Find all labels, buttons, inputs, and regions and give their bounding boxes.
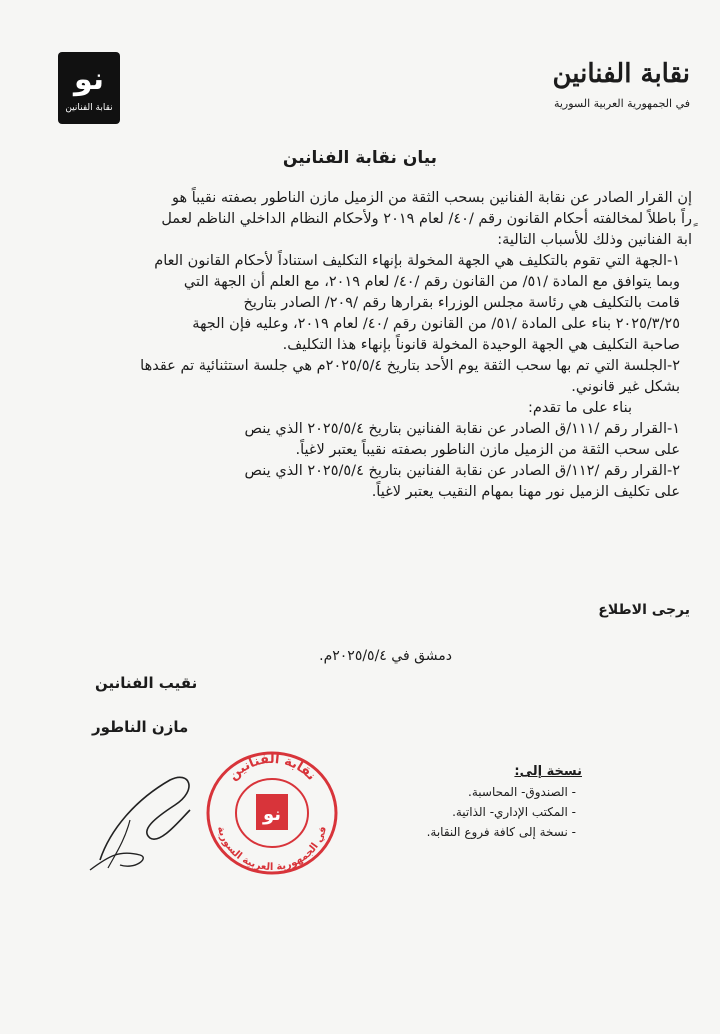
copies-heading: نسخة إلى: bbox=[514, 764, 582, 779]
reason-line: قامت بالتكليف هي رئاسة مجلس الوزراء بقرارها رقم /٢٠٩/ الصادر بتاريخ bbox=[243, 295, 680, 311]
statement-body bbox=[24, 188, 692, 503]
copies-list bbox=[362, 762, 582, 842]
reason-line: ١-الجهة التي تقوم بالتكليف هي الجهة المخولة بإنهاء التكليف استناداً لأحكام القانون العام bbox=[154, 253, 680, 269]
svg-text:في الجمهورية العربية السورية bbox=[215, 825, 329, 873]
brand-name: نقابة الفنانين bbox=[552, 59, 690, 89]
logo-caption: نقابة الفنانين bbox=[65, 103, 113, 113]
syndicate-logo bbox=[58, 52, 120, 124]
intro-line: ٍراً باطلاً لمخالفته أحكام القانون رقم /٤٠/ لعام ٢٠١٩ ولأحكام النظام الداخلي الناظم لعمل bbox=[161, 211, 692, 227]
intro-line: إن القرار الصادر عن نقابة الفنانين بسحب الثقة من الزميل مازن الناطور بصفته نقيباً هو bbox=[172, 190, 692, 206]
brand-subtitle: في الجمهورية العربية السورية bbox=[553, 97, 690, 110]
notice-text: يرجى الاطلاع bbox=[598, 602, 690, 618]
stamp-text-top: نقابة الفنانين bbox=[225, 751, 319, 784]
official-stamp bbox=[203, 748, 341, 878]
issue-date: دمشق في ٢٠٢٥/٥/٤م. bbox=[319, 648, 452, 664]
reason-line: صاحبة التكليف هي الجهة الوحيدة المخولة قانوناً بإنهاء هذا التكليف. bbox=[282, 337, 680, 353]
reason-line: ٢٠٢٥/٣/٢٥ بناء على المادة /٥١/ من القانون رقم /٤٠/ لعام ٢٠١٩، وعليه فإن الجهة bbox=[192, 316, 680, 332]
logo-mark: نو bbox=[73, 62, 105, 97]
intro-line: ابة الفنانين وذلك للأسباب التالية: bbox=[497, 232, 692, 248]
conclusion-line: ٢-القرار رقم /١١٢/ق الصادر عن نقابة الفنانين بتاريخ ٢٠٢٥/٥/٤ الذي ينص bbox=[244, 463, 680, 479]
letterhead bbox=[430, 56, 690, 112]
stamp-center-mark: نو bbox=[262, 804, 282, 825]
reason-line: ٢-الجلسة التي تم بها سحب الثقة يوم الأحد بتاريخ ٢٠٢٥/٥/٤م هي جلسة استثنائية تم عقدها bbox=[140, 358, 680, 374]
reason-line: بشكل غير قانوني. bbox=[571, 379, 680, 395]
conclusion-line: ١-القرار رقم /١١١/ق الصادر عن نقابة الفنانين بتاريخ ٢٠٢٥/٥/٤ الذي ينص bbox=[244, 421, 680, 437]
page-title: بيان نقابة الفنانين bbox=[282, 148, 438, 168]
handwritten-signature bbox=[80, 760, 210, 880]
conclusion-line: على تكليف الزميل نور مهنا بمهام النقيب يعتبر لاغياً. bbox=[371, 484, 680, 500]
conclusion-line: على سحب الثقة من الزميل مازن الناطور بصفته نقيباً يعتبر لاغياً. bbox=[295, 442, 680, 458]
signatory-name: مازن الناطور bbox=[92, 718, 189, 736]
conclusion-intro: بناء على ما تقدم: bbox=[527, 400, 632, 416]
reason-line: وبما يتوافق مع المادة /٥١/ من القانون رقم /٤٠/ لعام ٢٠١٩، مع العلم أن الجهة التي bbox=[183, 274, 680, 290]
copies-item: - نسخة إلى كافة فروع النقابة. bbox=[426, 825, 576, 839]
copies-item: - الصندوق- المحاسبة. bbox=[468, 785, 576, 799]
copies-item: - المكتب الإداري- الذاتية. bbox=[452, 805, 576, 819]
stamp-text-bottom: في الجمهورية العربية السورية bbox=[214, 825, 330, 874]
signatory-title: نقيب الفنانين bbox=[95, 674, 198, 692]
